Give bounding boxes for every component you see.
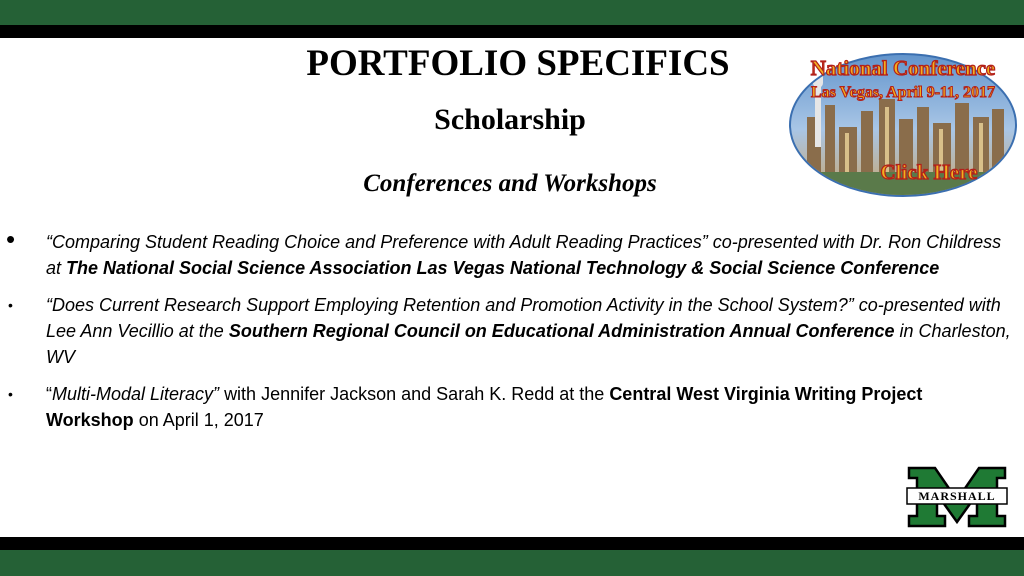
conference-name: The National Social Science Association Las Vegas National Technology & Social Science Conference — [66, 258, 940, 278]
conference-list — [0, 224, 1024, 433]
conference-location: in Charleston, WV — [46, 321, 1011, 367]
bullet-icon: • — [8, 386, 13, 402]
bottom-green-band — [0, 550, 1024, 576]
bottom-black-band — [0, 537, 1024, 550]
presentation-title: Multi-Modal Literacy” — [52, 384, 220, 404]
logo-text: MARSHALL — [918, 489, 996, 503]
page-title: PORTFOLIO SPECIFICS — [306, 43, 730, 84]
badge-title-line2: Las Vegas, April 9-11, 2017 — [810, 84, 996, 101]
open-quote: “ — [46, 384, 52, 404]
badge-click-here[interactable]: Click Here — [880, 160, 978, 184]
subtitle: Scholarship — [434, 103, 586, 136]
bullet-icon: • — [6, 224, 16, 254]
bullet-icon: • — [8, 297, 13, 313]
workshop-name: Central West Virginia Writing Project Workshop — [46, 384, 923, 430]
section-heading: Conferences and Workshops — [363, 170, 657, 197]
badge-title-line1: National Conference — [810, 56, 996, 80]
presentation-title: “Does Current Research Support Employing Retention and Promotion Activity in the School System?” co-presented with Lee Ann Vecillio at the — [46, 295, 1001, 341]
co-presenters: with Jennifer Jackson and Sarah K. Redd at the — [224, 384, 605, 404]
marshall-logo — [905, 466, 1009, 528]
list-item — [0, 292, 1024, 370]
national-conference-badge[interactable] — [787, 47, 1019, 197]
workshop-date: on April 1, 2017 — [138, 410, 264, 430]
top-black-band — [0, 25, 1024, 38]
list-item — [0, 224, 1024, 281]
conference-name: Southern Regional Council on Educational Administration Annual Conference — [228, 321, 895, 341]
top-green-band — [0, 0, 1024, 25]
list-item — [0, 381, 1024, 433]
presentation-title: “Comparing Student Reading Choice and Preference with Adult Reading Practices” co-presented with Dr. Ron Childress at — [46, 232, 1002, 278]
